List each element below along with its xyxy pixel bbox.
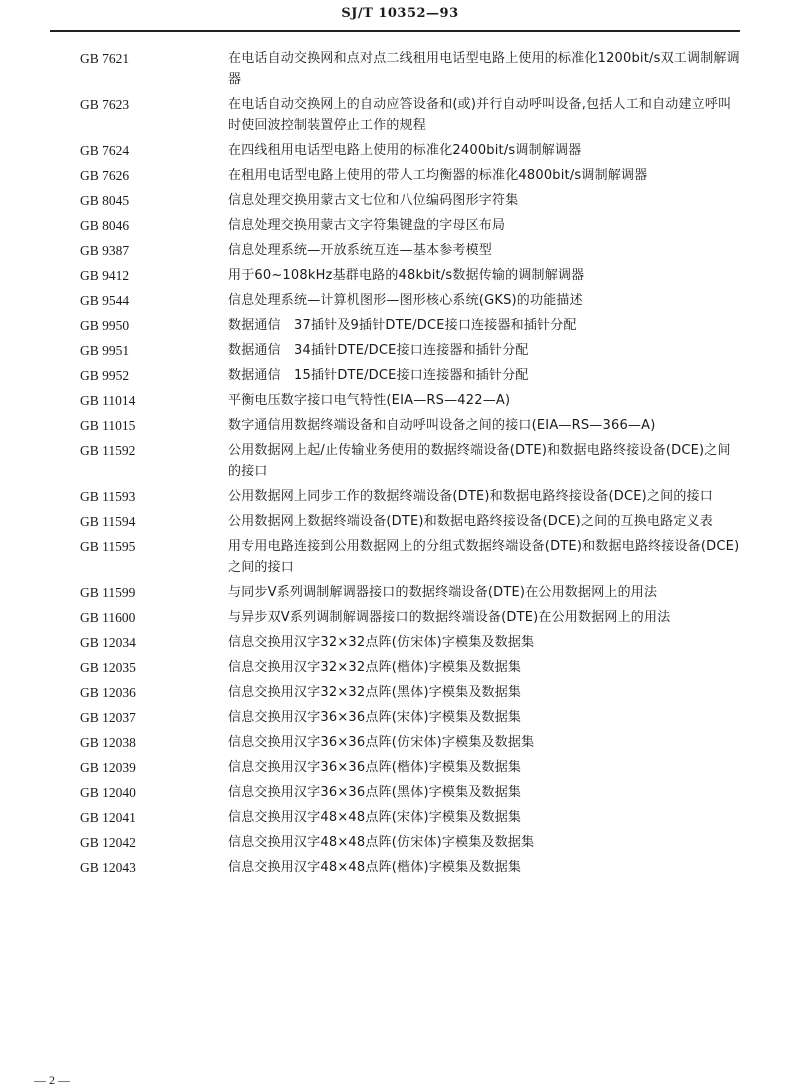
list-item (0, 165, 800, 186)
standard-title: 信息处理交换用蒙古文字符集键盘的字母区布局 (228, 218, 506, 233)
standard-title: 信息处理系统—开放系统互连—基本参考模型 (228, 243, 493, 258)
standards-list (0, 48, 800, 882)
standard-code: GB 12038 (80, 735, 136, 750)
standard-title: 在电话自动交换网上的自动应答设备和(或)并行自动呼叫设备,包括人工和自动建立呼叫时使回波控制装置停止工作的规程 (228, 97, 732, 133)
standard-title: 数字通信用数据终端设备和自动呼叫设备之间的接口(EIA—RS—366—A) (228, 418, 656, 433)
standard-code: GB 8045 (80, 193, 130, 208)
standard-code: GB 11600 (80, 610, 136, 625)
standard-title: 信息交换用汉字36×36点阵(仿宋体)字模集及数据集 (228, 735, 535, 750)
standard-code: GB 9544 (80, 293, 130, 308)
standard-code: GB 12035 (80, 660, 136, 675)
standard-code: GB 12041 (80, 810, 136, 825)
standard-title: 数据通信 37插针及9插针DTE/DCE接口连接器和插针分配 (228, 318, 577, 333)
standard-title: 平衡电压数字接口电气特性(EIA—RS—422—A) (228, 393, 511, 408)
list-item (0, 682, 800, 703)
standard-title: 与同步V系列调制解调器接口的数据终端设备(DTE)在公用数据网上的用法 (228, 585, 658, 600)
standard-code: GB 12040 (80, 785, 136, 800)
standard-title: 信息处理交换用蒙古文七位和八位编码图形字符集 (228, 193, 519, 208)
list-item (0, 732, 800, 753)
standard-title: 信息交换用汉字32×32点阵(仿宋体)字模集及数据集 (228, 635, 535, 650)
standard-title: 信息交换用汉字48×48点阵(仿宋体)字模集及数据集 (228, 835, 535, 850)
header-rule (50, 30, 740, 32)
standard-code: GB 9951 (80, 343, 130, 358)
standard-code: GB 11599 (80, 585, 136, 600)
document-header: SJ/T 10352—93 (341, 6, 459, 21)
list-item (0, 632, 800, 653)
list-item (0, 757, 800, 778)
standard-title: 数据通信 34插针DTE/DCE接口连接器和插针分配 (228, 343, 529, 358)
standard-title: 公用数据网上起/止传输业务使用的数据终端设备(DTE)和数据电路终接设备(DCE)之间的接口 (228, 443, 731, 479)
standard-title: 与异步双V系列调制解调器接口的数据终端设备(DTE)在公用数据网上的用法 (228, 610, 671, 625)
list-item (0, 140, 800, 161)
list-item (0, 707, 800, 728)
standard-title: 用专用电路连接到公用数据网上的分组式数据终端设备(DTE)和数据电路终接设备(DCE)之间的接口 (228, 539, 740, 575)
list-item (0, 48, 800, 90)
list-item (0, 315, 800, 336)
standard-title: 在电话自动交换网和点对点二线租用电话型电路上使用的标准化1200bit/s双工调制解调器 (228, 51, 740, 87)
list-item (0, 390, 800, 411)
standard-title: 在租用电话型电路上使用的带人工均衡器的标准化4800bit/s调制解调器 (228, 168, 648, 183)
standard-title: 信息交换用汉字32×32点阵(黑体)字模集及数据集 (228, 685, 522, 700)
list-item (0, 215, 800, 236)
standard-code: GB 12043 (80, 860, 136, 875)
standard-title: 数据通信 15插针DTE/DCE接口连接器和插针分配 (228, 368, 529, 383)
standard-code: GB 12039 (80, 760, 136, 775)
standard-code: GB 12034 (80, 635, 136, 650)
list-item (0, 832, 800, 853)
list-item (0, 340, 800, 361)
standard-code: GB 7623 (80, 97, 130, 112)
standard-code: GB 7626 (80, 168, 130, 183)
list-item (0, 240, 800, 261)
page-number: — 2 — (34, 1073, 70, 1087)
standard-code: GB 12036 (80, 685, 136, 700)
list-item (0, 607, 800, 628)
standard-code: GB 11593 (80, 489, 136, 504)
standard-code: GB 8046 (80, 218, 130, 233)
standard-title: 信息交换用汉字48×48点阵(楷体)字模集及数据集 (228, 860, 522, 875)
standard-title: 在四线租用电话型电路上使用的标准化2400bit/s调制解调器 (228, 143, 582, 158)
list-item (0, 290, 800, 311)
standard-code: GB 11014 (80, 393, 136, 408)
list-item (0, 511, 800, 532)
standard-code: GB 9952 (80, 368, 130, 383)
standard-code: GB 11015 (80, 418, 136, 433)
list-item (0, 807, 800, 828)
list-item (0, 265, 800, 286)
standard-code: GB 12037 (80, 710, 136, 725)
standard-code: GB 11595 (80, 539, 136, 554)
standard-title: 用于60~108kHz基群电路的48kbit/s数据传输的调制解调器 (228, 268, 585, 283)
standard-title: 信息交换用汉字36×36点阵(黑体)字模集及数据集 (228, 785, 522, 800)
standard-title: 信息交换用汉字32×32点阵(楷体)字模集及数据集 (228, 660, 522, 675)
standard-code: GB 11594 (80, 514, 136, 529)
standard-code: GB 7624 (80, 143, 130, 158)
list-item (0, 536, 800, 578)
list-item (0, 440, 800, 482)
list-item (0, 94, 800, 136)
standard-code: GB 9412 (80, 268, 130, 283)
list-item (0, 365, 800, 386)
standard-code: GB 12042 (80, 835, 136, 850)
standard-title: 信息处理系统—计算机图形—图形核心系统(GKS)的功能描述 (228, 293, 583, 308)
standard-code: GB 7621 (80, 51, 130, 66)
list-item (0, 415, 800, 436)
list-item (0, 190, 800, 211)
list-item (0, 657, 800, 678)
standard-title: 信息交换用汉字48×48点阵(宋体)字模集及数据集 (228, 810, 522, 825)
standard-title: 信息交换用汉字36×36点阵(楷体)字模集及数据集 (228, 760, 522, 775)
standard-title: 公用数据网上同步工作的数据终端设备(DTE)和数据电路终接设备(DCE)之间的接口 (228, 489, 713, 504)
standard-title: 信息交换用汉字36×36点阵(宋体)字模集及数据集 (228, 710, 522, 725)
list-item (0, 582, 800, 603)
standard-code: GB 11592 (80, 443, 136, 458)
list-item (0, 486, 800, 507)
list-item (0, 782, 800, 803)
standard-code: GB 9387 (80, 243, 130, 258)
standard-code: GB 9950 (80, 318, 130, 333)
list-item (0, 857, 800, 878)
standard-title: 公用数据网上数据终端设备(DTE)和数据电路终接设备(DCE)之间的互换电路定义表 (228, 514, 713, 529)
